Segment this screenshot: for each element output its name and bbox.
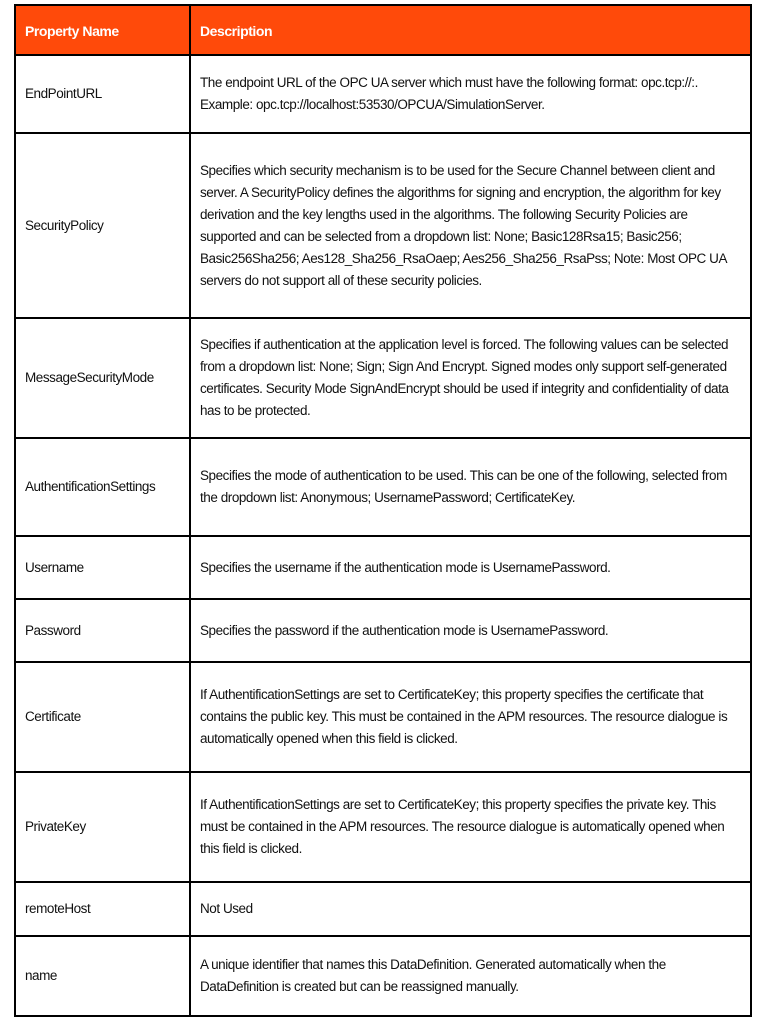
- table-row: [16, 663, 750, 773]
- property-name-cell: PrivateKey: [16, 773, 191, 881]
- description-cell: Specifies if authentication at the application level is forced. The following values can be selected from a dropdown list: None; Sign; Sign And Encrypt. Signed modes only support self-generated certificates. Security Mode SignAndEncrypt should be used if integrity and confidentiality of data has to be protected.: [200, 337, 729, 418]
- table-row: [16, 319, 750, 439]
- property-name-cell: Username: [16, 537, 191, 598]
- table-row: [16, 56, 750, 134]
- table-row: [16, 773, 750, 883]
- description-cell: Specifies the password if the authentication mode is UsernamePassword.: [200, 622, 609, 638]
- table-row: [16, 439, 750, 537]
- property-name-cell: remoteHost: [16, 883, 191, 935]
- table-header-row: [16, 6, 750, 56]
- property-name-cell: Certificate: [16, 663, 191, 771]
- description-cell: Not Used: [200, 901, 253, 916]
- property-name-cell: EndPointURL: [16, 56, 191, 132]
- table-row: [16, 600, 750, 663]
- header-property-name: Property Name: [16, 6, 191, 54]
- table-row: [16, 537, 750, 600]
- property-table: [14, 4, 752, 1017]
- description-cell: A unique identifier that names this DataDefinition. Generated automatically when the DataDefinition is created but can be reassigned manually.: [200, 957, 666, 994]
- table-row: [16, 883, 750, 937]
- description-cell: Specifies the username if the authentication mode is UsernamePassword.: [200, 559, 611, 575]
- description-cell: Specifies the mode of authentication to be used. This can be one of the following, selected from the dropdown list: Anonymous; UsernamePassword; CertificateKey.: [200, 468, 727, 505]
- table-row: [16, 134, 750, 319]
- table-row: [16, 937, 750, 1015]
- description-cell: The endpoint URL of the OPC UA server which must have the following format: opc.tcp://:. Example: opc.tcp://localhost:53530/OPCUA/SimulationServer.: [200, 75, 698, 112]
- description-cell: If AuthentificationSettings are set to CertificateKey; this property specifies the private key. This must be contained in the APM resources. The resource dialogue is automatically opened when this field is clicked.: [200, 797, 725, 856]
- description-cell: If AuthentificationSettings are set to CertificateKey; this property specifies the certificate that contains the public key. This must be contained in the APM resources. The resource dialogue is automatically opened when this field is clicked.: [200, 687, 728, 746]
- header-description: Description: [200, 23, 273, 39]
- description-cell: Specifies which security mechanism is to be used for the Secure Channel between client and server. A SecurityPolicy defines the algorithms for signing and encryption, the algorithm for key derivation and the key lengths used in the algorithms. The following Security Policies are supported and can be selected from a dropdown list: None; Basic128Rsa15; Basic256; Basic256Sha256; Aes128_Sha256_RsaOaep; Aes256_Sha256_RsaPss; Note: Most OPC UA servers do not support all of these security policies.: [200, 162, 727, 288]
- property-name-cell: name: [16, 937, 191, 1015]
- property-name-cell: AuthentificationSettings: [16, 439, 191, 535]
- property-name-cell: MessageSecurityMode: [16, 319, 191, 437]
- property-name-cell: Password: [16, 600, 191, 661]
- property-name-cell: SecurityPolicy: [16, 134, 191, 317]
